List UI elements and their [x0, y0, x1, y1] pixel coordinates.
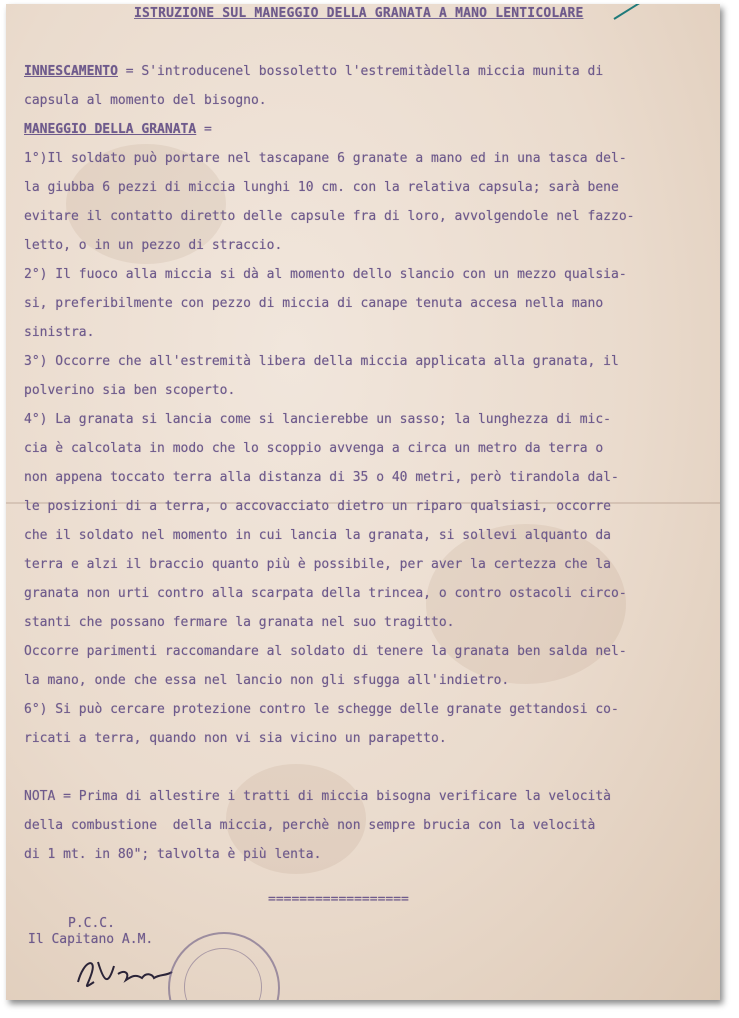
- text-line: [24, 325, 94, 340]
- text-line: [24, 499, 611, 514]
- line-text: stanti che possano fermare la granata nel suo tragitto.: [24, 615, 455, 630]
- text-line: [24, 441, 603, 456]
- document-title: ISTRUZIONE SUL MANEGGIO DELLA GRANATA A MANO LENTICOLARE: [134, 6, 584, 21]
- line-text: = S'introducenel bossoletto l'estremitàdella miccia munita di: [117, 64, 604, 79]
- text-line: [24, 731, 447, 746]
- line-text: 2°) Il fuoco alla miccia si dà al momento dello slancio con un mezzo qualsia-: [24, 267, 627, 282]
- paper-stain: [426, 524, 626, 684]
- line-text: sinistra.: [24, 325, 95, 340]
- section-heading: MANEGGIO DELLA GRANATA: [24, 122, 197, 137]
- line-text: terra e alzi il braccio quanto più è possibile, per aver la certezza che la: [24, 557, 611, 572]
- text-line: [24, 64, 603, 79]
- document-page: [6, 4, 720, 1000]
- stamp-inner-ring: [184, 948, 262, 1000]
- text-line: [24, 354, 619, 369]
- text-line: [24, 296, 603, 311]
- line-text: cia è calcolata in modo che lo scoppio avvenga a circa un metro da terra o: [24, 441, 604, 456]
- separator-line: ==================: [268, 892, 409, 907]
- text-line: [24, 673, 509, 688]
- footer-pcc: P.C.C.: [68, 916, 115, 931]
- text-line: [24, 615, 454, 630]
- line-text: la mano, onde che essa nel lancio non gli sfugga all'indietro.: [24, 673, 510, 688]
- line-text: la giubba 6 pezzi di miccia lunghi 10 cm. con la relativa capsula; sarà bene: [24, 180, 619, 195]
- text-line: [24, 528, 611, 543]
- line-text: di 1 mt. in 80"; talvolta è più lenta.: [24, 847, 322, 862]
- text-line: [24, 238, 282, 253]
- text-line: [24, 93, 267, 108]
- line-text: =: [196, 122, 212, 137]
- line-text: polverino sia ben scoperto.: [24, 383, 236, 398]
- text-line: [24, 644, 627, 659]
- text-line: [24, 789, 611, 804]
- footer-captain: Il Capitano A.M.: [28, 932, 154, 947]
- line-text: ricati a terra, quando non vi sia vicino un parapetto.: [24, 731, 447, 746]
- line-text: 3°) Occorre che all'estremità libera della miccia applicata alla granata, il: [24, 354, 619, 369]
- line-text: 6°) Si può cercare protezione contro le schegge delle granate gettandosi co-: [24, 702, 619, 717]
- line-text: NOTA = Prima di allestire i tratti di miccia bisogna verificare la velocità: [24, 789, 611, 804]
- text-line: [24, 470, 619, 485]
- text-line: [24, 267, 627, 282]
- line-text: che il soldato nel momento in cui lancia la granata, si sollevi alquanto da: [24, 528, 611, 543]
- line-text: evitare il contatto diretto delle capsule fra di loro, avvolgendole nel fazzo-: [24, 209, 635, 224]
- text-line: [24, 818, 595, 833]
- line-text: granata non urti contro alla scarpata della trincea, o contro ostacoli circo-: [24, 586, 627, 601]
- text-line: [24, 586, 627, 601]
- text-line: [24, 702, 619, 717]
- text-line: [24, 180, 619, 195]
- line-text: Occorre parimenti raccomandare al soldato di tenere la granata ben salda nel-: [24, 644, 627, 659]
- pen-stroke-mark: [613, 4, 651, 20]
- text-line: [24, 209, 634, 224]
- text-line: [24, 383, 235, 398]
- line-text: capsula al momento del bisogno.: [24, 93, 267, 108]
- section-heading: INNESCAMENTO: [24, 64, 118, 79]
- text-line: [24, 122, 212, 137]
- line-text: 1°)Il soldato può portare nel tascapane 6 granate a mano ed in una tasca del-: [24, 151, 627, 166]
- line-text: 4°) La granata si lancia come si lancierebbe un sasso; la lunghezza di mic-: [24, 412, 611, 427]
- line-text: letto, o in un pezzo di straccio.: [24, 238, 283, 253]
- line-text: si, preferibilmente con pezzo di miccia di canape tenuta accesa nella mano: [24, 296, 604, 311]
- line-text: non appena toccato terra alla distanza di 35 o 40 metri, però tirandola dal-: [24, 470, 619, 485]
- official-stamp: [168, 932, 280, 1000]
- line-text: le posizioni di a terra, o accovacciato dietro un riparo qualsiasi, occorre: [24, 499, 611, 514]
- text-line: [24, 557, 611, 572]
- line-text: della combustione della miccia, perchè non sempre brucia con la velocità: [24, 818, 596, 833]
- text-line: [24, 151, 627, 166]
- text-line: [24, 412, 611, 427]
- text-line: [24, 847, 321, 862]
